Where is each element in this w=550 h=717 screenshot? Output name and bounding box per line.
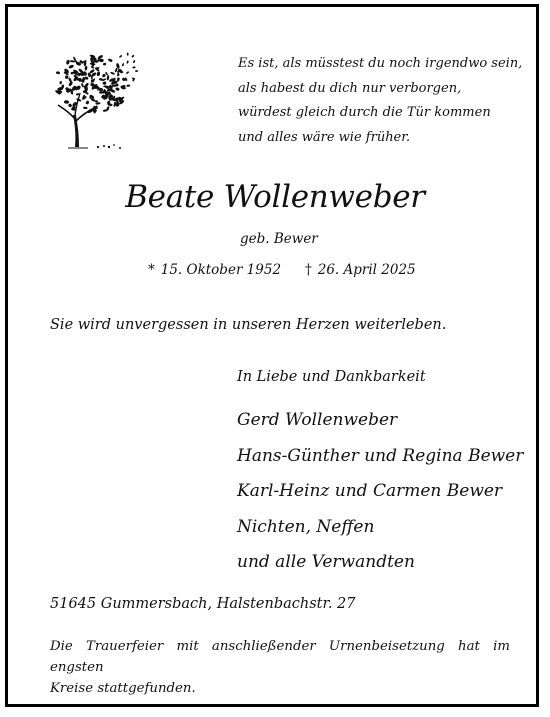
tree-leaf [56, 71, 60, 75]
mourner: Hans-Günther und Regina Bewer [237, 445, 524, 466]
tree-leaf [106, 75, 109, 81]
tree-leaf [135, 70, 138, 72]
tree-leaf [95, 102, 100, 105]
tree-leaf [122, 63, 125, 67]
cross-icon: † [305, 262, 312, 278]
star-icon: * [148, 262, 155, 278]
tree-leaf [96, 71, 100, 76]
tree-leaf [103, 62, 107, 66]
tree-leaf [81, 83, 85, 88]
tree-leaf [84, 66, 87, 71]
birth-date-text: 15. Oktober 1952 [160, 262, 282, 278]
poem [238, 52, 522, 150]
tree-leaf [132, 77, 136, 80]
address: 51645 Gummersbach, Halstenbachstr. 27 [50, 596, 356, 612]
tree-leaf [85, 100, 89, 105]
memory-line: Sie wird unvergessen in unseren Herzen weiterleben. [50, 317, 447, 333]
birth-name: geb. Bewer [240, 231, 318, 247]
funeral-note [50, 636, 510, 699]
tree-leaf [102, 73, 107, 78]
mourner: Nichten, Neffen [237, 516, 375, 537]
tree-leaf [68, 103, 73, 108]
tree-leaf [115, 87, 120, 91]
tree-leaf [66, 59, 71, 65]
funeral-note-line: Kreise stattgefunden. [50, 681, 196, 696]
tree-icon [48, 47, 140, 153]
tree-leaf [126, 71, 130, 74]
tree-leaf [83, 106, 88, 109]
obituary-frame [5, 4, 539, 707]
poem-line: als habest du dich nur verborgen, [238, 80, 462, 96]
tree-leaf [94, 100, 98, 102]
tree-leaf [126, 84, 130, 87]
tree-leaf [131, 54, 134, 58]
tree-leaf [127, 52, 129, 55]
tree-leaf [64, 100, 69, 103]
mourner: und alle Verwandten [237, 552, 415, 572]
poem-line: würdest gleich durch die Tür kommen [238, 105, 491, 120]
tree-leaf [110, 72, 115, 76]
mourners-list [237, 403, 523, 581]
tree-leaf [59, 81, 62, 85]
death-date-text: 26. April 2025 [317, 262, 416, 278]
tree-leaf [90, 78, 96, 84]
tree-leaf [133, 60, 136, 64]
death-date [305, 262, 416, 278]
deceased-name: Beate Wollenweber [125, 179, 425, 215]
poem-line: und alles wäre wie früher. [238, 129, 411, 145]
thanks-line: In Liebe und Dankbarkeit [237, 369, 426, 385]
tree-leaf [108, 58, 113, 63]
poem-line: Es ist, als müsstest du noch irgendwo sein, [238, 56, 523, 71]
mourner: Gerd Wollenweber [237, 410, 398, 430]
tree-leaf [119, 55, 123, 58]
tree-leaf [126, 60, 129, 64]
tree-leaf [132, 66, 136, 69]
mourner: Karl-Heinz und Carmen Bewer [237, 481, 503, 501]
birth-date [148, 262, 281, 278]
tree-leaf [68, 64, 74, 69]
funeral-note-line: Die Trauerfeier mit anschließender Urnenbeisetzung hat im engsten [50, 639, 510, 675]
tree-leaf [65, 75, 69, 79]
